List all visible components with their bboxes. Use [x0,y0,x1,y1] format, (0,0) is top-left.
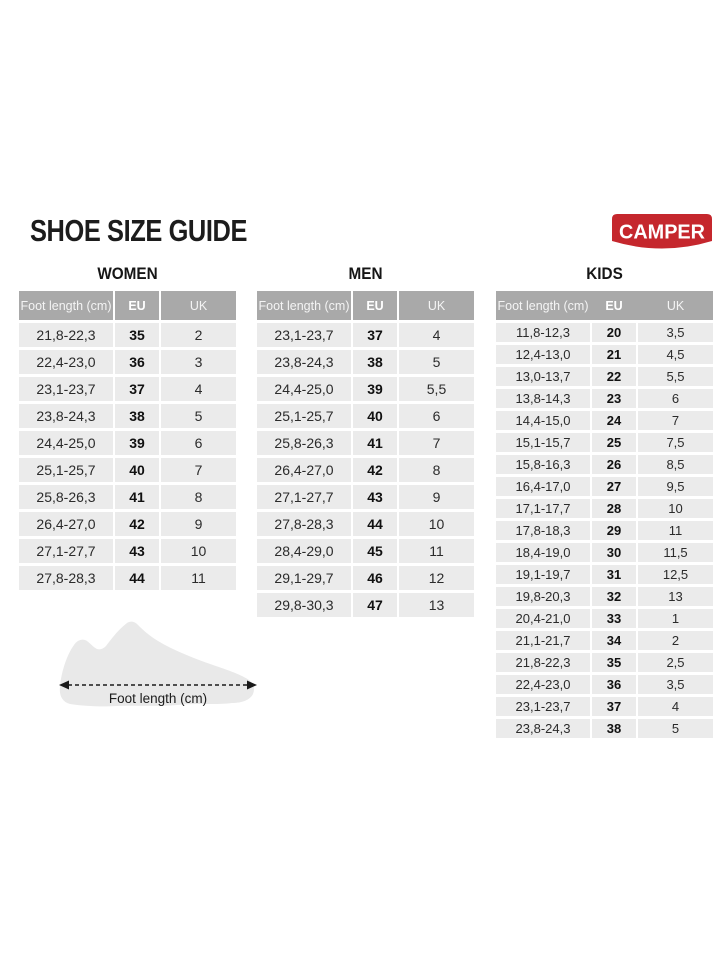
table-cell: 37 [115,377,159,401]
table-row [496,653,713,672]
table-cell: 15,1-15,7 [496,433,590,452]
table-cell: 23,8-24,3 [19,404,113,428]
table-cell: 25,8-26,3 [19,485,113,509]
table-cell: 19,8-20,3 [496,587,590,606]
table-cell: 11 [638,521,713,540]
table-cell: 25,1-25,7 [19,458,113,482]
table-cell: 29 [592,521,636,540]
table-cell: 15,8-16,3 [496,455,590,474]
table-cell: 13 [638,587,713,606]
table-cell: 30 [592,543,636,562]
table-cell: 23,1-23,7 [496,697,590,716]
table-cell: 31 [592,565,636,584]
table-row [496,499,713,518]
kids-table-header [496,291,713,320]
table-cell: 42 [353,458,397,482]
women-size-table [19,264,236,593]
table-row [257,323,474,347]
table-cell: 40 [115,458,159,482]
men-table-header [257,291,474,320]
table-cell: 22 [592,367,636,386]
table-cell: 41 [353,431,397,455]
table-cell: 9 [161,512,236,536]
women-table-header [19,291,236,320]
table-cell: 38 [115,404,159,428]
table-cell: 11,5 [638,543,713,562]
table-cell: 33 [592,609,636,628]
men-table-title: MEN [348,264,383,283]
table-row [496,477,713,496]
table-cell: 17,1-17,7 [496,499,590,518]
table-cell: 26,4-27,0 [257,458,351,482]
table-cell: 14,4-15,0 [496,411,590,430]
table-row [496,565,713,584]
table-cell: 4 [638,697,713,716]
table-cell: 45 [353,539,397,563]
table-cell: 47 [353,593,397,617]
table-row [257,593,474,617]
table-cell: 23 [592,389,636,408]
table-cell: 4 [161,377,236,401]
table-cell: 43 [353,485,397,509]
table-cell: 6 [161,431,236,455]
table-row [19,566,236,590]
table-row [19,404,236,428]
table-row [496,367,713,386]
table-row [496,389,713,408]
table-cell: 7,5 [638,433,713,452]
table-cell: 1 [638,609,713,628]
table-cell: 18,4-19,0 [496,543,590,562]
table-row [496,697,713,716]
table-cell: 23,8-24,3 [496,719,590,738]
table-cell: 5 [638,719,713,738]
women-table-body [19,323,236,590]
column-header-eu: EU [115,291,159,320]
table-cell: 8 [161,485,236,509]
table-row [19,431,236,455]
table-row [19,539,236,563]
table-row [496,675,713,694]
table-row [496,543,713,562]
table-cell: 42 [115,512,159,536]
table-cell: 23,1-23,7 [257,323,351,347]
table-cell: 27,1-27,7 [257,485,351,509]
table-cell: 5,5 [399,377,474,401]
table-cell: 28 [592,499,636,518]
table-cell: 23,1-23,7 [19,377,113,401]
table-cell: 7 [399,431,474,455]
table-row [19,350,236,374]
table-row [257,485,474,509]
table-cell: 34 [592,631,636,650]
column-header-uk: UK [161,291,236,320]
table-cell: 41 [115,485,159,509]
table-cell: 37 [592,697,636,716]
table-cell: 4,5 [638,345,713,364]
table-cell: 36 [115,350,159,374]
table-cell: 17,8-18,3 [496,521,590,540]
kids-table-title: KIDS [586,264,623,283]
table-cell: 2,5 [638,653,713,672]
table-cell: 3 [161,350,236,374]
table-cell: 5 [161,404,236,428]
table-cell: 19,1-19,7 [496,565,590,584]
table-cell: 28,4-29,0 [257,539,351,563]
table-cell: 35 [592,653,636,672]
table-cell: 46 [353,566,397,590]
table-cell: 32 [592,587,636,606]
table-row [496,521,713,540]
table-row [257,539,474,563]
table-cell: 9,5 [638,477,713,496]
table-cell: 20,4-21,0 [496,609,590,628]
table-cell: 40 [353,404,397,428]
column-header-eu: EU [592,291,636,320]
table-cell: 10 [399,512,474,536]
table-cell: 12,5 [638,565,713,584]
table-cell: 44 [353,512,397,536]
table-cell: 2 [638,631,713,650]
table-cell: 25,8-26,3 [257,431,351,455]
table-cell: 7 [161,458,236,482]
table-row [19,485,236,509]
table-cell: 13,8-14,3 [496,389,590,408]
table-cell: 27,8-28,3 [257,512,351,536]
table-cell: 8 [399,458,474,482]
table-row [496,345,713,364]
table-cell: 16,4-17,0 [496,477,590,496]
table-row [257,350,474,374]
table-cell: 5 [399,350,474,374]
table-cell: 24 [592,411,636,430]
column-header-uk: UK [399,291,474,320]
table-cell: 11 [161,566,236,590]
table-row [257,512,474,536]
table-cell: 26,4-27,0 [19,512,113,536]
table-cell: 5,5 [638,367,713,386]
table-cell: 27 [592,477,636,496]
table-row [257,377,474,401]
table-cell: 23,8-24,3 [257,350,351,374]
table-cell: 21,8-22,3 [19,323,113,347]
page-title: SHOE SIZE GUIDE [30,213,248,248]
table-row [257,566,474,590]
men-table-body [257,323,474,617]
table-cell: 22,4-23,0 [496,675,590,694]
table-cell: 38 [353,350,397,374]
column-header-foot-length: Foot length (cm) [19,291,113,320]
table-row [257,431,474,455]
table-cell: 3,5 [638,323,713,342]
table-row [496,411,713,430]
table-cell: 6 [638,389,713,408]
table-cell: 29,1-29,7 [257,566,351,590]
table-cell: 35 [115,323,159,347]
men-size-table [257,264,474,620]
table-row [19,512,236,536]
table-row [496,433,713,452]
table-cell: 9 [399,485,474,509]
diagram-label: Foot length (cm) [108,691,208,706]
shoe-diagram [56,614,260,718]
table-cell: 10 [161,539,236,563]
table-cell: 36 [592,675,636,694]
table-cell: 11 [399,539,474,563]
table-row [496,323,713,342]
table-cell: 6 [399,404,474,428]
table-cell: 25 [592,433,636,452]
table-cell: 44 [115,566,159,590]
table-cell: 43 [115,539,159,563]
logo-wordmark: CAMPER [619,221,706,244]
column-header-foot-length: Foot length (cm) [496,291,590,320]
table-row [19,323,236,347]
table-cell: 21 [592,345,636,364]
women-table-title: WOMEN [97,264,158,283]
table-row [257,458,474,482]
kids-size-table [496,264,713,741]
table-cell: 12,4-13,0 [496,345,590,364]
table-cell: 39 [115,431,159,455]
table-cell: 24,4-25,0 [257,377,351,401]
table-cell: 39 [353,377,397,401]
table-row [496,609,713,628]
kids-table-body [496,323,713,738]
table-cell: 29,8-30,3 [257,593,351,617]
table-cell: 22,4-23,0 [19,350,113,374]
table-cell: 37 [353,323,397,347]
table-cell: 13,0-13,7 [496,367,590,386]
table-cell: 11,8-12,3 [496,323,590,342]
table-row [496,455,713,474]
table-cell: 25,1-25,7 [257,404,351,428]
table-cell: 2 [161,323,236,347]
table-row [19,458,236,482]
column-header-uk: UK [638,291,713,320]
table-cell: 21,8-22,3 [496,653,590,672]
table-cell: 27,8-28,3 [19,566,113,590]
camper-logo [612,214,712,253]
table-cell: 24,4-25,0 [19,431,113,455]
table-cell: 10 [638,499,713,518]
table-cell: 26 [592,455,636,474]
table-cell: 12 [399,566,474,590]
table-cell: 27,1-27,7 [19,539,113,563]
table-cell: 21,1-21,7 [496,631,590,650]
table-row [496,719,713,738]
table-cell: 8,5 [638,455,713,474]
column-header-eu: EU [353,291,397,320]
table-row [496,587,713,606]
column-header-foot-length: Foot length (cm) [257,291,351,320]
table-row [496,631,713,650]
table-cell: 4 [399,323,474,347]
table-cell: 38 [592,719,636,738]
table-cell: 13 [399,593,474,617]
table-row [19,377,236,401]
table-row [257,404,474,428]
table-cell: 20 [592,323,636,342]
table-cell: 3,5 [638,675,713,694]
table-cell: 7 [638,411,713,430]
